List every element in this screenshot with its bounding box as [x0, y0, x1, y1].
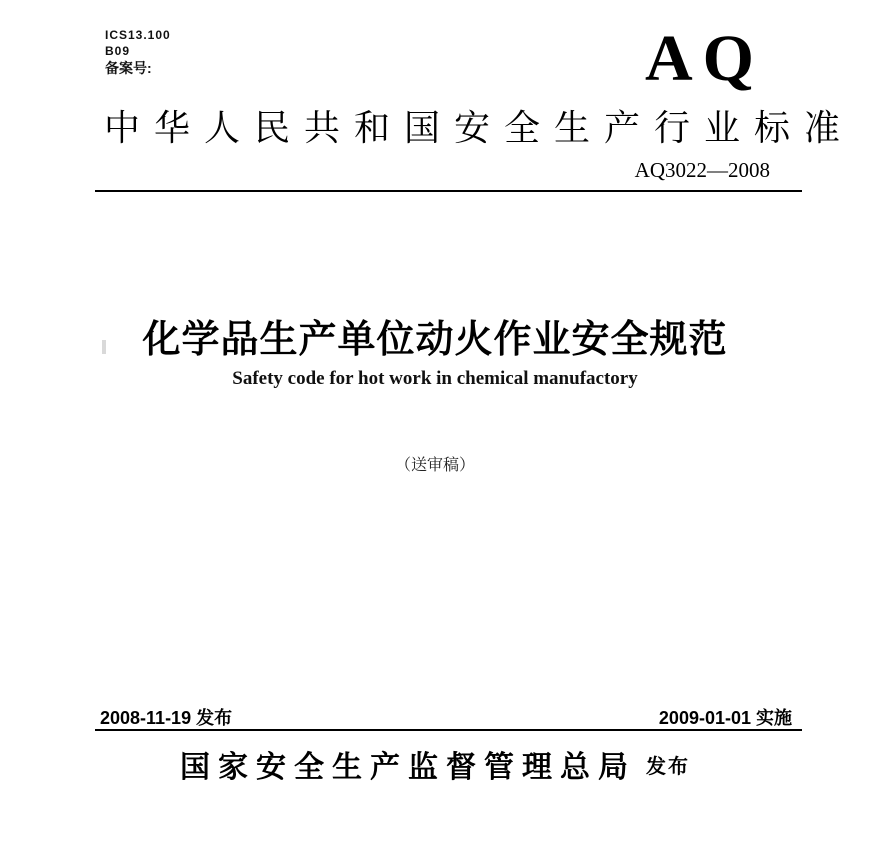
- record-number-label: 备案号:: [105, 60, 152, 76]
- standard-number: AQ3022—2008: [634, 158, 770, 182]
- meta-block: [105, 27, 171, 77]
- header-rule: [95, 190, 802, 192]
- standard-type-title: 中华人民共和国安全生产行业标准: [104, 107, 855, 148]
- aq-standard-logo: AQ: [645, 22, 764, 95]
- publisher-row: [0, 742, 870, 786]
- footer-rule: [95, 729, 802, 731]
- publisher-action-label: 发布: [646, 755, 690, 778]
- publisher-name: 国家安全生产监督管理总局: [180, 751, 636, 784]
- implement-date: 2009-01-01 实施: [658, 708, 792, 728]
- draft-note: （送审稿）: [394, 457, 475, 474]
- issue-date: 2008-11-19 发布: [100, 708, 233, 728]
- dates-row: [100, 704, 792, 730]
- document-title-en: Safety code for hot work in chemical manufactory: [232, 368, 638, 389]
- document-title-cn: 化学品生产单位动火作业安全规范: [142, 319, 728, 361]
- classification-code: B09: [105, 44, 131, 58]
- ics-code: ICS13.100: [105, 28, 171, 42]
